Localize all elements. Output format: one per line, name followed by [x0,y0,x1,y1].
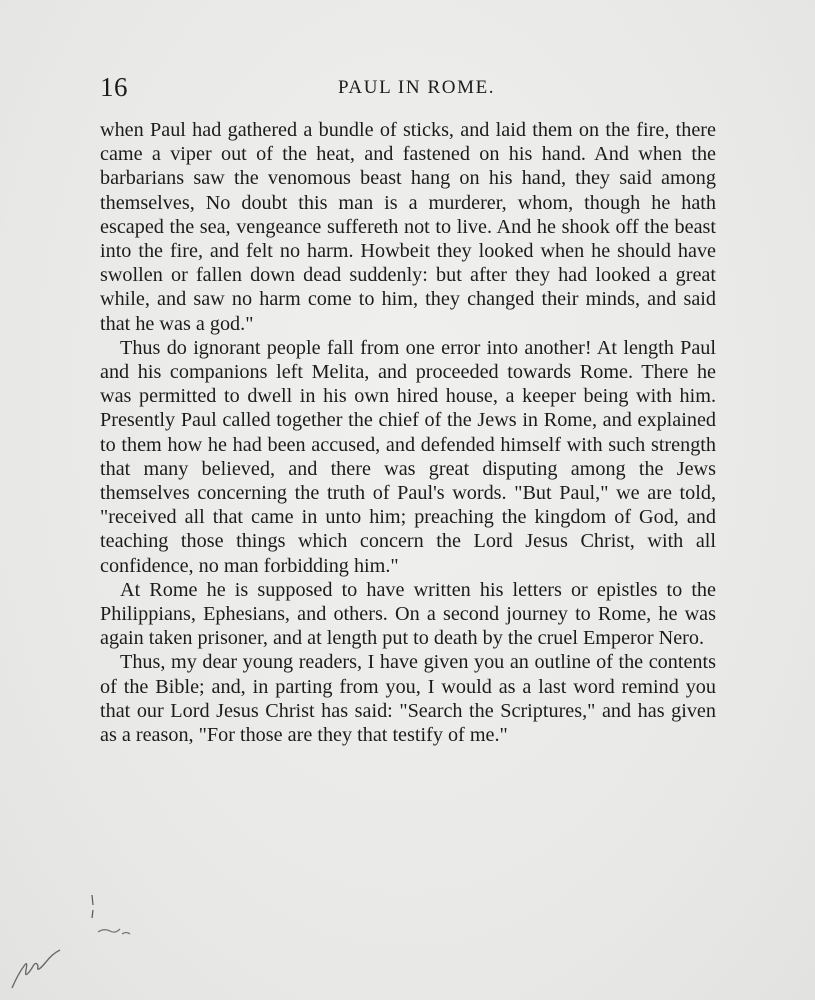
paragraph-3: At Rome he is supposed to have written his letters or epistles to the Philippians, Ephesians, and others. On a second journey to Rome, he was again taken prisoner, and at length put to death by the cruel Emperor Nero. [100,578,716,650]
page-header [100,72,720,106]
paragraph-4: Thus, my dear young readers, I have given you an outline of the contents of the Bible; and, in parting from you, I would as a last word remind you that our Lord Jesus Christ has said: "Search the Scriptures," and has given as a reason, "For those are they that testify of me." [100,651,716,747]
faded-smudge [98,929,130,934]
body-text [100,118,716,747]
paragraph-1: when Paul had gathered a bundle of sticks, and laid them on the fire, there came a viper out of the heat, and fastened on his hand. And when the barbarians saw the venomous beast hang on his hand, they said among themselves, No doubt this man is a murderer, whom, though he hath escaped the sea, vengeance suffereth not to live. And he shook off the beast into the fire, and felt no harm. Howbeit they looked when he should have swollen or fallen down dead suddenly: but after they had looked a great while, and saw no harm come to him, they changed their minds, and said that he was a god." [100,119,716,335]
running-head: PAUL IN ROME. [338,77,496,98]
pencil-scribble [12,950,60,988]
stray-ink-mark [92,895,93,918]
paragraph-2: Thus do ignorant people fall from one error into another! At length Paul and his companions left Melita, and proceeded towards Rome. There he was permitted to dwell in his own hired house, a keeper being with him. Presently Paul called together the chief of the Jews in Rome, and explained to them how he had been accused, and defended himself with such strength that many believed, and there was great disputing among the Jews themselves concerning the truth of Paul's words. "But Paul," we are told, "received all that came in unto him; preaching the kingdom of God, and teaching those things which concern the Lord Jesus Christ, with all confidence, no man forbidding him." [100,336,716,577]
page-number: 16 [100,72,128,102]
